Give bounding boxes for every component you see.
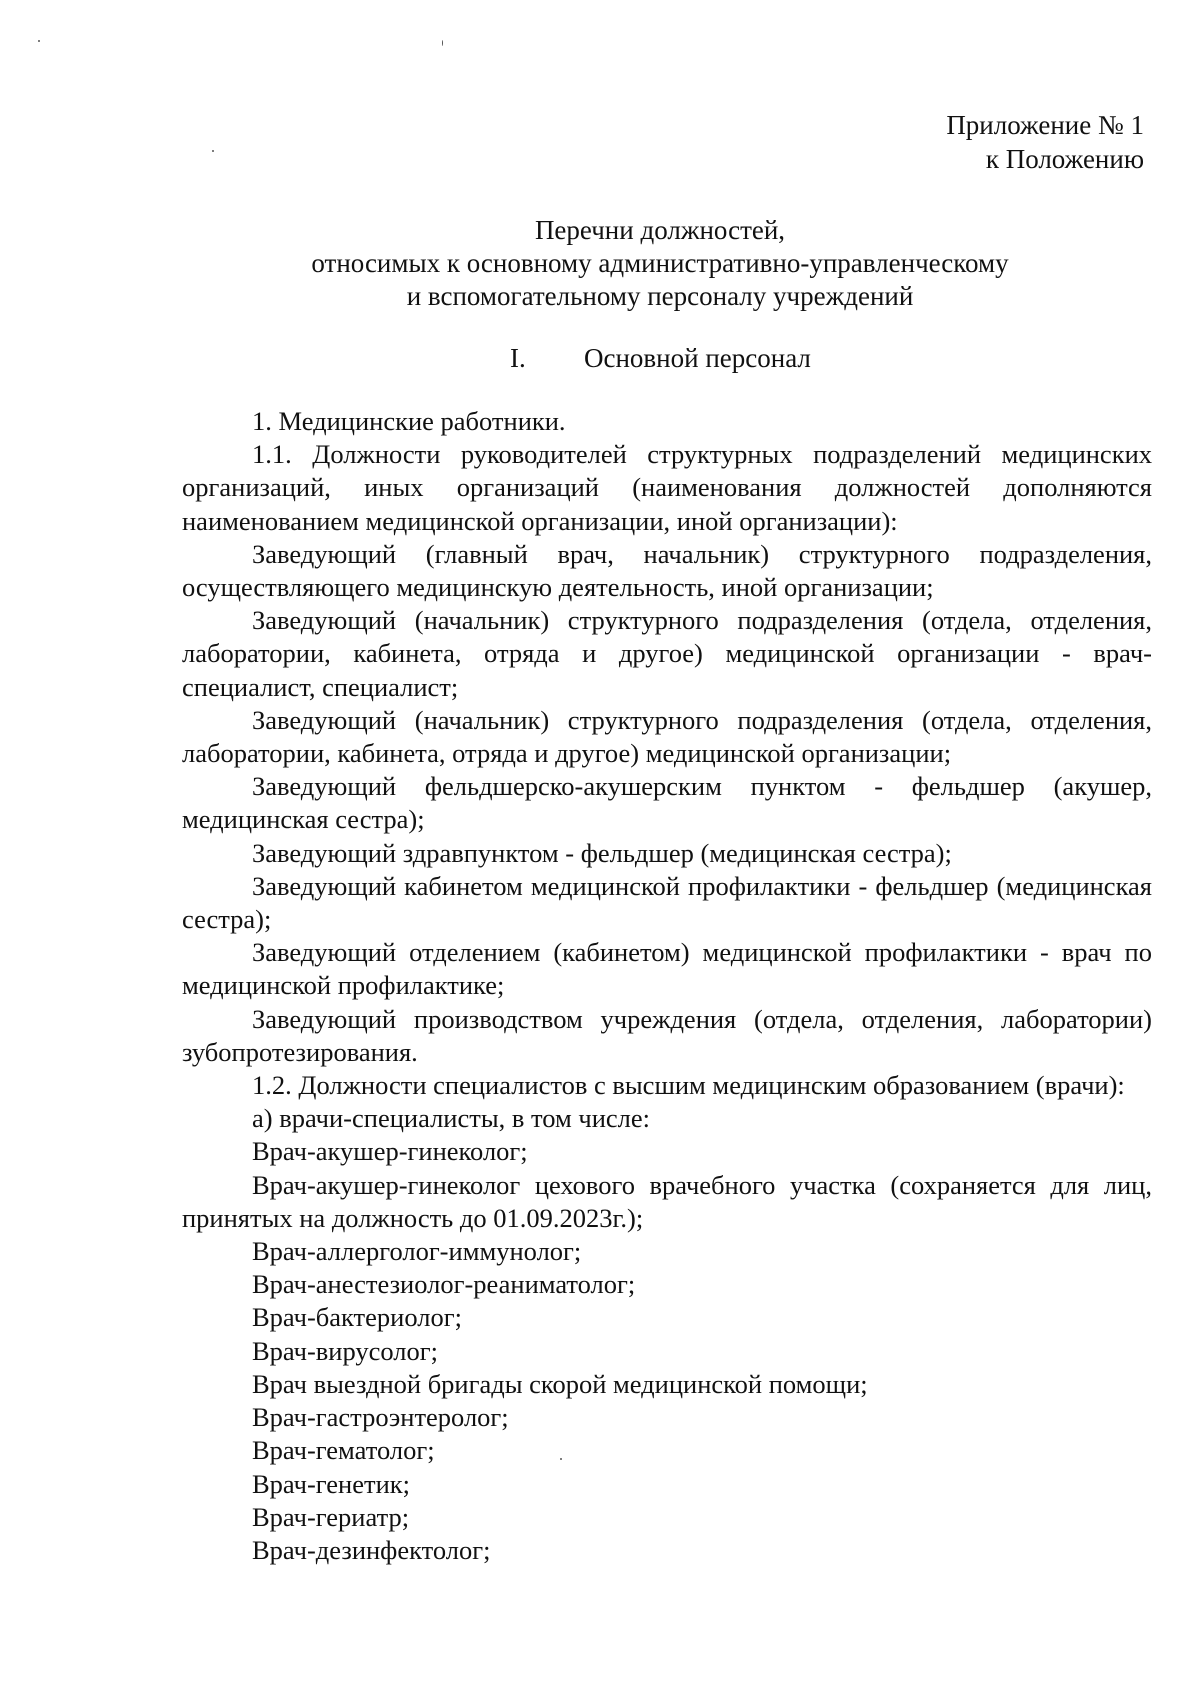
list-item: Врач-вирусолог; (252, 1335, 438, 1366)
document-title (160, 214, 1160, 313)
list-item: Врач выездной бригады скорой медицинской помощи; (252, 1368, 868, 1399)
paragraph: Заведующий фельдшерско-акушерским пунктом - фельдшер (акушер, медицинская сестра); (182, 771, 1152, 835)
document-body (182, 405, 1152, 1567)
paragraph: Заведующий (главный врач, начальник) структурного подразделения, осуществляющего медицинскую деятельность, иной организации; (182, 538, 1152, 603)
paragraph: Заведующий производством учреждения (отдела, отделения, лаборатории) зубопротезирования. (182, 1003, 1152, 1067)
list-item: Врач-гастроэнтеролог; (252, 1402, 509, 1433)
section-number: I. (510, 343, 526, 373)
paragraph: а) врачи-специалисты, в том числе: (252, 1103, 651, 1134)
appendix-number: Приложение № 1 (946, 110, 1144, 140)
scan-speck (38, 40, 40, 42)
section-heading (0, 341, 1200, 375)
list-item: Врач-акушер-гинеколог; (252, 1136, 528, 1167)
title-line-3: и вспомогательному персоналу учреждений (406, 281, 914, 311)
list-item: Врач-анестезиолог-реаниматолог; (252, 1269, 636, 1300)
list-item: Врач-генетик; (252, 1468, 411, 1499)
paragraph: 1. Медицинские работники. (252, 406, 566, 436)
appendix-reference: к Положению (985, 144, 1144, 174)
title-line-1: Перечни должностей, (534, 215, 786, 245)
paragraph: Заведующий (начальник) структурного подразделения (отдела, отделения, лаборатории, кабинета, отряда и другое) медицинской организации; (182, 704, 1152, 769)
list-item: Врач-акушер-гинеколог цехового врачебного участка (сохраняется для лиц, принятых на должность до 01.09.2023г.); (182, 1169, 1152, 1233)
paragraph: Заведующий кабинетом медицинской профилактики - фельдшер (медицинская сестра); (182, 870, 1152, 935)
paragraph: 1.2. Должности специалистов с высшим медицинским образованием (врачи): (252, 1070, 1125, 1101)
list-item: Врач-бактериолог; (252, 1302, 462, 1333)
list-item: Врач-гематолог; (252, 1435, 435, 1466)
paragraph: Заведующий здравпунктом - фельдшер (медицинская сестра); (252, 837, 952, 868)
list-item: Врач-дезинфектолог; (252, 1534, 491, 1565)
scan-speck (212, 150, 214, 152)
appendix-header (946, 108, 1144, 176)
paragraph: Заведующий отделением (кабинетом) медицинской профилактики - врач по медицинской профилактике; (182, 937, 1152, 1001)
paragraph: 1.1. Должности руководителей структурных подразделений медицинских организаций, иных организаций (наименования должностей дополняются наименованием медицинской организации, иной организации): (182, 439, 1152, 536)
list-item: Врач-аллерголог-иммунолог; (252, 1236, 582, 1267)
section-label: Основной персонал (584, 343, 811, 373)
paragraph: Заведующий (начальник) структурного подразделения (отдела, отделения, лаборатории, кабинета, отряда и другое) медицинской организации - врач-специалист, специалист; (182, 605, 1152, 702)
title-line-2: относимых к основному административно-управленческому (311, 248, 1009, 278)
list-item: Врач-гериатр; (252, 1501, 410, 1532)
scan-speck (442, 40, 443, 46)
